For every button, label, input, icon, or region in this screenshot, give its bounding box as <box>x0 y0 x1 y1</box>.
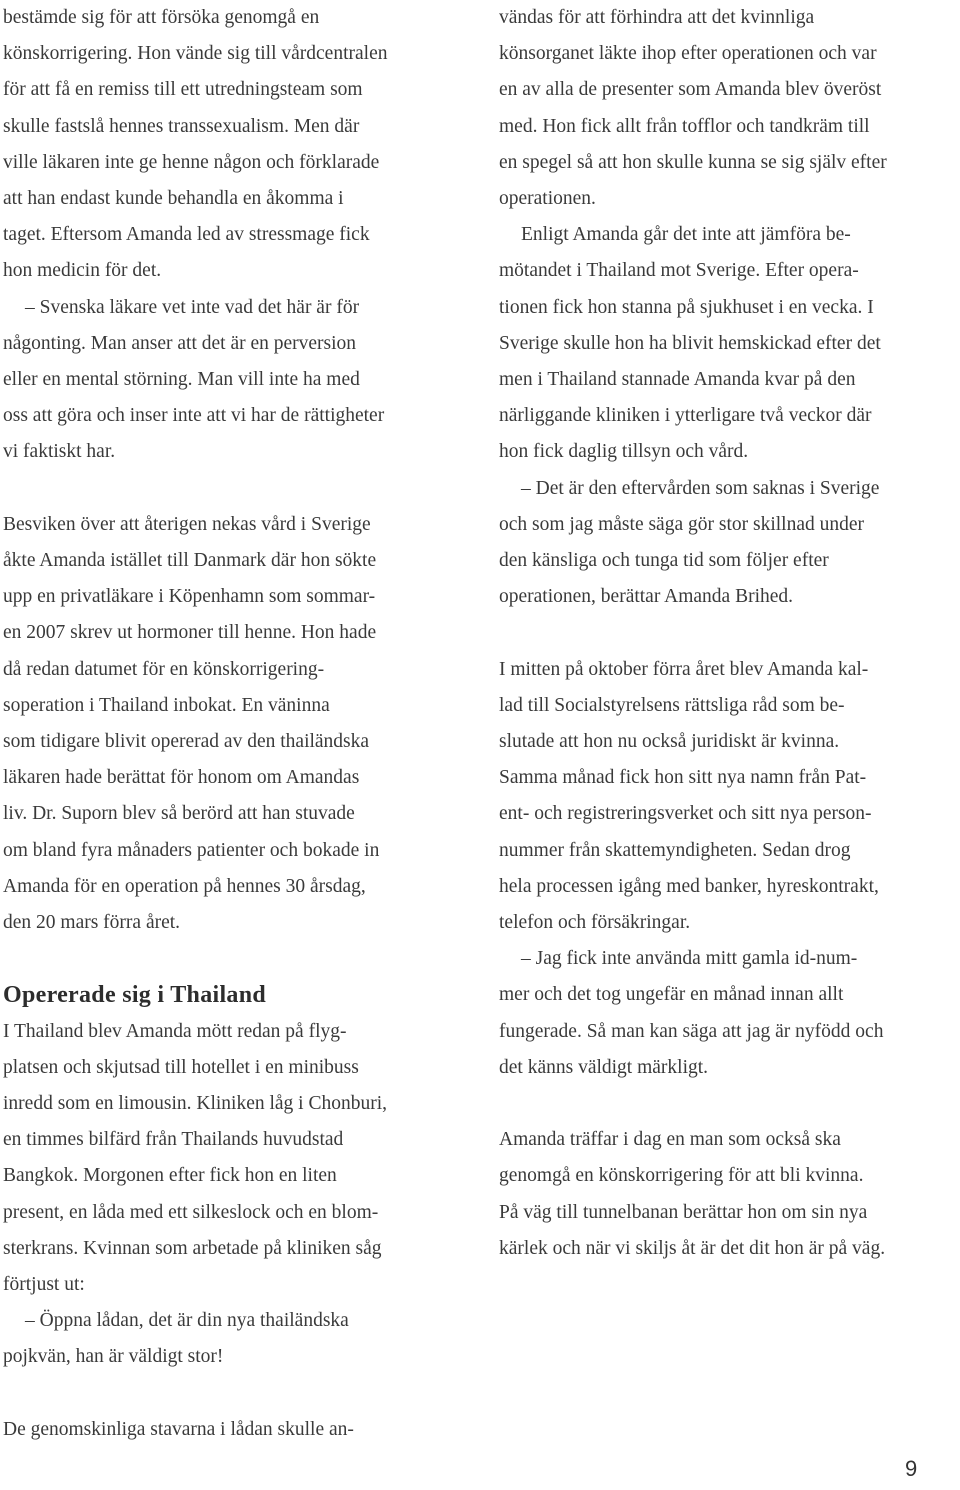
text-line: och som jag måste säga gör stor skillnad under <box>499 513 865 535</box>
paragraph <box>499 1122 959 1267</box>
paragraph-gap <box>3 1376 465 1412</box>
text-line: slutade att hon nu också juridiskt är kvinna. <box>499 731 840 753</box>
text-line: det känns väldigt märkligt. <box>499 1056 709 1078</box>
text-line: fungerade. Så man kan säga att jag är nyfödd och <box>499 1020 884 1042</box>
text-line: eller en mental störning. Man vill inte ha med <box>3 369 360 391</box>
text-line: könskorrigering. Hon vände sig till vårdcentralen <box>3 43 388 65</box>
left-column <box>3 0 465 1448</box>
text-line: – Svenska läkare vet inte vad det här är för <box>25 296 360 318</box>
text-line: för att få en remiss till ett utredningsteam som <box>3 79 363 101</box>
text-line: en timmes bilfärd från Thailands huvudstad <box>3 1129 344 1151</box>
quote-paragraph <box>499 941 959 1086</box>
text-line: bestämde sig för att försöka genomgå en <box>3 7 320 28</box>
text-line: – Det är den eftervården som saknas i Sverige <box>521 477 880 499</box>
quote-paragraph <box>3 290 465 471</box>
text-line: hon fick daglig tillsyn och vård. <box>499 441 749 463</box>
text-line: mer och det tog ungefär en månad innan allt <box>499 984 844 1006</box>
text-line: De genomskinliga stavarna i lådan skulle an- <box>3 1418 354 1440</box>
text-line: ville läkaren inte ge henne någon och förklarade <box>3 151 380 173</box>
paragraph <box>499 652 959 942</box>
text-line: upp en privatläkare i Köpenhamn som sommar- <box>3 586 376 608</box>
text-line: vändas för att förhindra att det kvinnliga <box>499 7 815 28</box>
text-line: en av alla de presenter som Amanda blev överöst <box>499 79 882 101</box>
text-line: någonting. Man anser att det är en perversion <box>3 332 357 354</box>
text-line: läkaren hade berättat för honom om Amandas <box>3 767 360 789</box>
text-line: I Thailand blev Amanda mött redan på flyg- <box>3 1020 347 1042</box>
text-line: Enligt Amanda går det inte att jämföra be- <box>521 224 851 246</box>
quote-paragraph <box>3 1303 465 1375</box>
text-line: som tidigare blivit opererad av den thailändska <box>3 731 370 753</box>
paragraph-gap <box>3 471 465 507</box>
text-line: sterkrans. Kvinnan som arbetade på kliniken såg <box>3 1237 382 1259</box>
text-line: hela processen igång med banker, hyreskontrakt, <box>499 875 879 897</box>
text-line: pojkvän, han är väldigt stor! <box>3 1346 224 1368</box>
text-line: oss att göra och inser inte att vi har de rättigheter <box>3 405 385 427</box>
text-line: könsorganet läkte ihop efter operationen och var <box>499 43 877 65</box>
paragraph <box>499 217 959 470</box>
paragraph <box>499 0 959 217</box>
text-line: hon medicin för det. <box>3 260 162 282</box>
right-column <box>499 0 959 1267</box>
text-line: – Jag fick inte använda mitt gamla id-num- <box>521 948 858 970</box>
text-line: lad till Socialstyrelsens rättsliga råd som be- <box>499 694 845 716</box>
text-line: Besviken över att återigen nekas vård i Sverige <box>3 513 371 535</box>
quote-paragraph <box>499 471 959 616</box>
paragraph-gap <box>499 1086 959 1122</box>
text-line: Samma månad fick hon sitt nya namn från Pat- <box>499 767 867 789</box>
text-line: kärlek och när vi skiljs åt är det dit hon är på väg. <box>499 1237 886 1259</box>
paragraph <box>3 1014 465 1304</box>
text-line: tionen fick hon stanna på sjukhuset i en vecka. I <box>499 296 874 318</box>
text-line: operationen. <box>499 188 596 210</box>
text-line: närliggande kliniken i ytterligare två veckor där <box>499 405 872 427</box>
text-line: åkte Amanda istället till Danmark där hon sökte <box>3 550 377 572</box>
text-line: då redan datumet för en könskorrigering- <box>3 658 325 680</box>
text-line: skulle fastslå hennes transsexualism. Men där <box>3 115 360 137</box>
text-line: en spegel så att hon skulle kunna se sig själv efter <box>499 151 887 173</box>
text-line: nummer från skattemyndigheten. Sedan drog <box>499 839 851 861</box>
text-line: telefon och försäkringar. <box>499 912 691 934</box>
paragraph-gap <box>499 615 959 651</box>
text-line: genomgå en könskorrigering för att bli kvinna. <box>499 1165 864 1187</box>
text-line: Sverige skulle hon ha blivit hemskickad efter det <box>499 332 881 354</box>
section-heading: Opererade sig i Thailand <box>3 982 267 1009</box>
text-line: liv. Dr. Suporn blev så berörd att han stuvade <box>3 803 355 825</box>
text-line: ent- och registreringsverket och sitt nya person- <box>499 803 872 825</box>
paragraph <box>3 0 465 290</box>
text-line: mötandet i Thailand mot Sverige. Efter opera- <box>499 260 859 282</box>
text-line: med. Hon fick allt från tofflor och tandkräm till <box>499 115 870 137</box>
text-line: På väg till tunnelbanan berättar hon om sin nya <box>499 1201 868 1223</box>
text-line: att han endast kunde behandla en åkomma i <box>3 188 344 210</box>
text-line: platsen och skjutsad till hotellet i en minibuss <box>3 1056 359 1078</box>
text-line: taget. Eftersom Amanda led av stressmage fick <box>3 224 370 246</box>
text-line: operationen, berättar Amanda Brihed. <box>499 586 794 608</box>
text-line: Amanda träffar i dag en man som också ska <box>499 1129 841 1151</box>
text-line: I mitten på oktober förra året blev Amanda kal- <box>499 658 869 680</box>
paragraph-gap <box>3 941 465 977</box>
text-line: inredd som en limousin. Kliniken låg i Chonburi, <box>3 1093 388 1115</box>
text-line: förtjust ut: <box>3 1274 85 1296</box>
text-line: den 20 mars förra året. <box>3 912 181 934</box>
text-line: vi faktiskt har. <box>3 441 116 463</box>
text-line: en 2007 skrev ut hormoner till henne. Hon hade <box>3 622 377 644</box>
text-line: om bland fyra månaders patienter och bokade in <box>3 839 380 861</box>
page-number: 9 <box>905 1456 918 1481</box>
text-line: present, en låda med ett silkeslock och en blom- <box>3 1201 379 1223</box>
text-line: den känsliga och tunga tid som följer efter <box>499 550 829 572</box>
text-line: Amanda för en operation på hennes 30 årsdag, <box>3 875 366 897</box>
text-line: men i Thailand stannade Amanda kvar på den <box>499 369 856 391</box>
paragraph <box>3 507 465 941</box>
text-line: soperation i Thailand inbokat. En väninna <box>3 694 330 716</box>
paragraph <box>3 1412 465 1448</box>
text-line: Bangkok. Morgonen efter fick hon en liten <box>3 1165 337 1187</box>
text-line: – Öppna lådan, det är din nya thailändska <box>25 1310 349 1332</box>
